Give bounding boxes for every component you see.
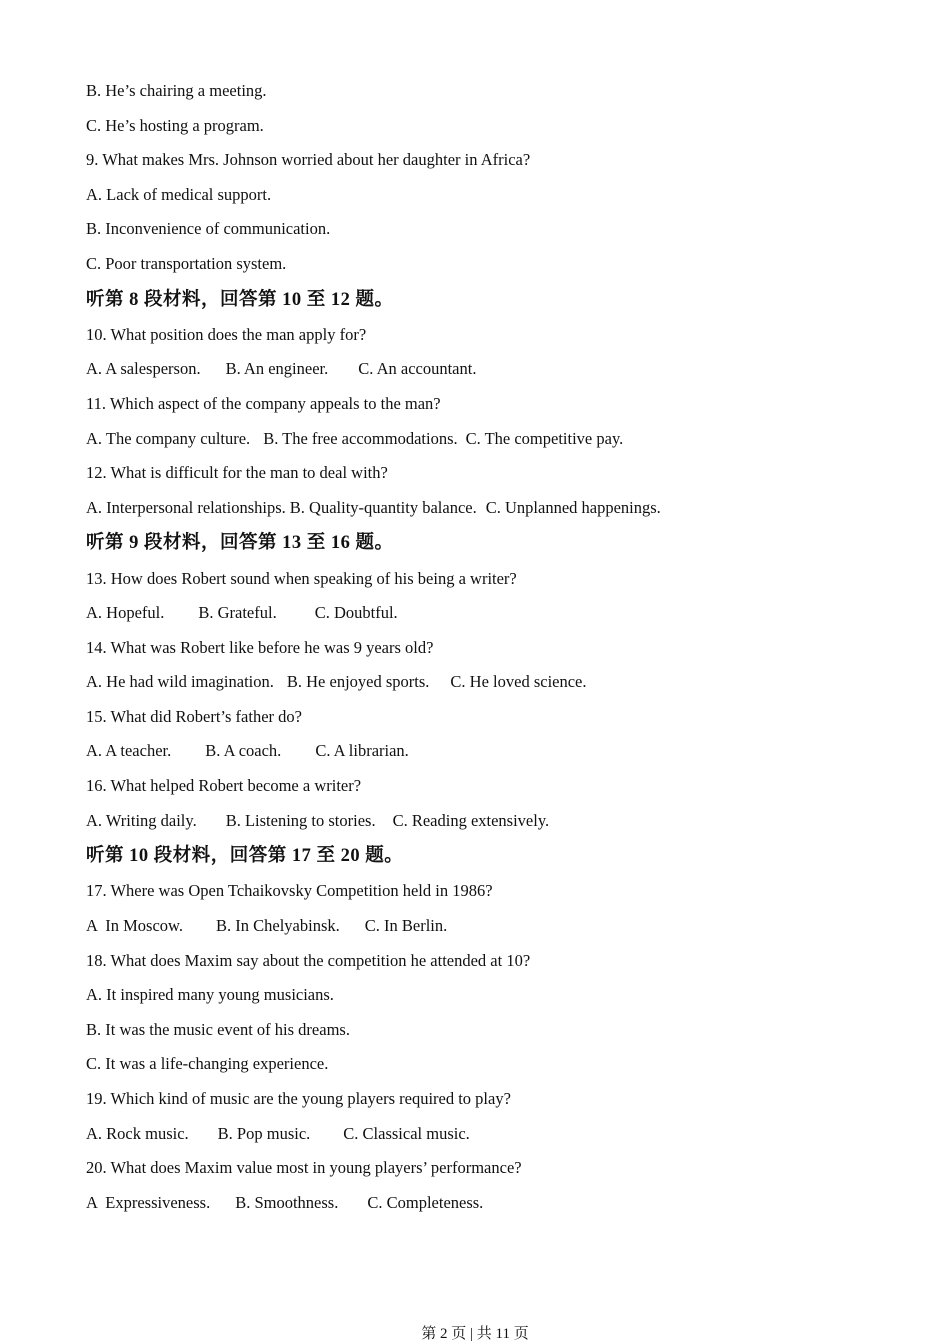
answer-option: A. Interpersonal relationships.	[86, 497, 286, 517]
question-text: 10. What position does the man apply for?	[86, 324, 367, 344]
answer-options	[86, 1122, 906, 1146]
answer-option: B. The free accommodations.	[263, 428, 458, 448]
answer-option: C. Classical music.	[343, 1123, 470, 1143]
answer-option: A Expressiveness.	[86, 1192, 211, 1212]
answer-option: C. Reading extensively.	[392, 810, 550, 830]
answer-option: B. An engineer.	[225, 359, 329, 379]
page-footer: 第 2 页 | 共 11 页	[421, 1326, 529, 1342]
answer-option: C. A librarian.	[315, 741, 409, 761]
answer-option: A. He had wild imagination.	[86, 672, 274, 692]
question-page	[86, 79, 906, 1225]
question-text: 20. What does Maxim value most in young players’ performance?	[86, 1158, 522, 1178]
answer-options	[86, 357, 906, 381]
answer-options	[86, 1191, 906, 1215]
section-heading: 听第 9 段材料，回答第 13 至 16 题。	[86, 533, 394, 554]
question-text: 9. What makes Mrs. Johnson worried about her daughter in Africa?	[86, 150, 531, 170]
answer-option: C. He’s hosting a program.	[86, 115, 264, 135]
answer-option: B. Pop music.	[217, 1123, 311, 1143]
answer-option: A. Hopeful.	[86, 603, 165, 623]
section-heading: 听第 10 段材料，回答第 17 至 20 题。	[86, 846, 404, 867]
answer-option: C. Completeness.	[367, 1192, 484, 1212]
answer-option: C. He loved science.	[450, 672, 587, 692]
answer-option: B. He’s chairing a meeting.	[86, 81, 267, 100]
question-text: 19. Which kind of music are the young players required to play?	[86, 1089, 511, 1108]
answer-option: C. It was a life-changing experience.	[86, 1054, 329, 1074]
answer-option: B. He enjoyed sports.	[286, 672, 430, 692]
answer-options	[86, 496, 906, 520]
question-text: 13. How does Robert sound when speaking of his being a writer?	[86, 568, 517, 588]
answer-option: C. The competitive pay.	[465, 428, 624, 448]
answer-options	[86, 809, 906, 833]
answer-option: A. It inspired many young musicians.	[86, 985, 334, 1005]
answer-option: B. Listening to stories.	[225, 810, 376, 830]
answer-option: B. It was the music event of his dreams.	[86, 1019, 350, 1039]
answer-options	[86, 670, 906, 694]
answer-option: A In Moscow.	[86, 916, 184, 936]
answer-option: C. Unplanned happenings.	[485, 497, 661, 517]
answer-option: B. Quality-quantity balance.	[289, 497, 477, 517]
answer-option: B. Grateful.	[198, 603, 277, 623]
answer-option: C. In Berlin.	[364, 916, 448, 936]
answer-options	[86, 601, 906, 625]
answer-option: B. Smoothness.	[235, 1192, 339, 1212]
question-text: 14. What was Robert like before he was 9 years old?	[86, 637, 434, 657]
answer-option: A. A salesperson.	[86, 359, 201, 379]
answer-option: A. Writing daily.	[86, 810, 197, 830]
answer-option: B. A coach.	[205, 741, 282, 761]
question-text: 16. What helped Robert become a writer?	[86, 776, 362, 796]
answer-options	[86, 739, 906, 763]
answer-option: A. Lack of medical support.	[86, 184, 272, 204]
answer-option: A. The company culture.	[86, 428, 251, 448]
answer-options	[86, 427, 906, 451]
answer-options	[86, 914, 906, 938]
answer-option: C. Poor transportation system.	[86, 253, 287, 273]
section-heading: 听第 8 段材料，回答第 10 至 12 题。	[86, 289, 394, 310]
question-text: 18. What does Maxim say about the competition he attended at 10?	[86, 950, 531, 970]
answer-option: A. A teacher.	[86, 741, 172, 761]
question-text: 11. Which aspect of the company appeals to the man?	[86, 393, 441, 413]
question-text: 17. Where was Open Tchaikovsky Competition held in 1986?	[86, 881, 493, 901]
question-text: 15. What did Robert’s father do?	[86, 706, 302, 726]
answer-option: C. Doubtful.	[314, 603, 398, 623]
answer-option: B. Inconvenience of communication.	[86, 219, 331, 239]
answer-option: C. An accountant.	[358, 359, 477, 379]
answer-option: A. Rock music.	[86, 1123, 189, 1143]
question-text: 12. What is difficult for the man to deal with?	[86, 463, 388, 483]
answer-option: B. In Chelyabinsk.	[216, 916, 340, 936]
